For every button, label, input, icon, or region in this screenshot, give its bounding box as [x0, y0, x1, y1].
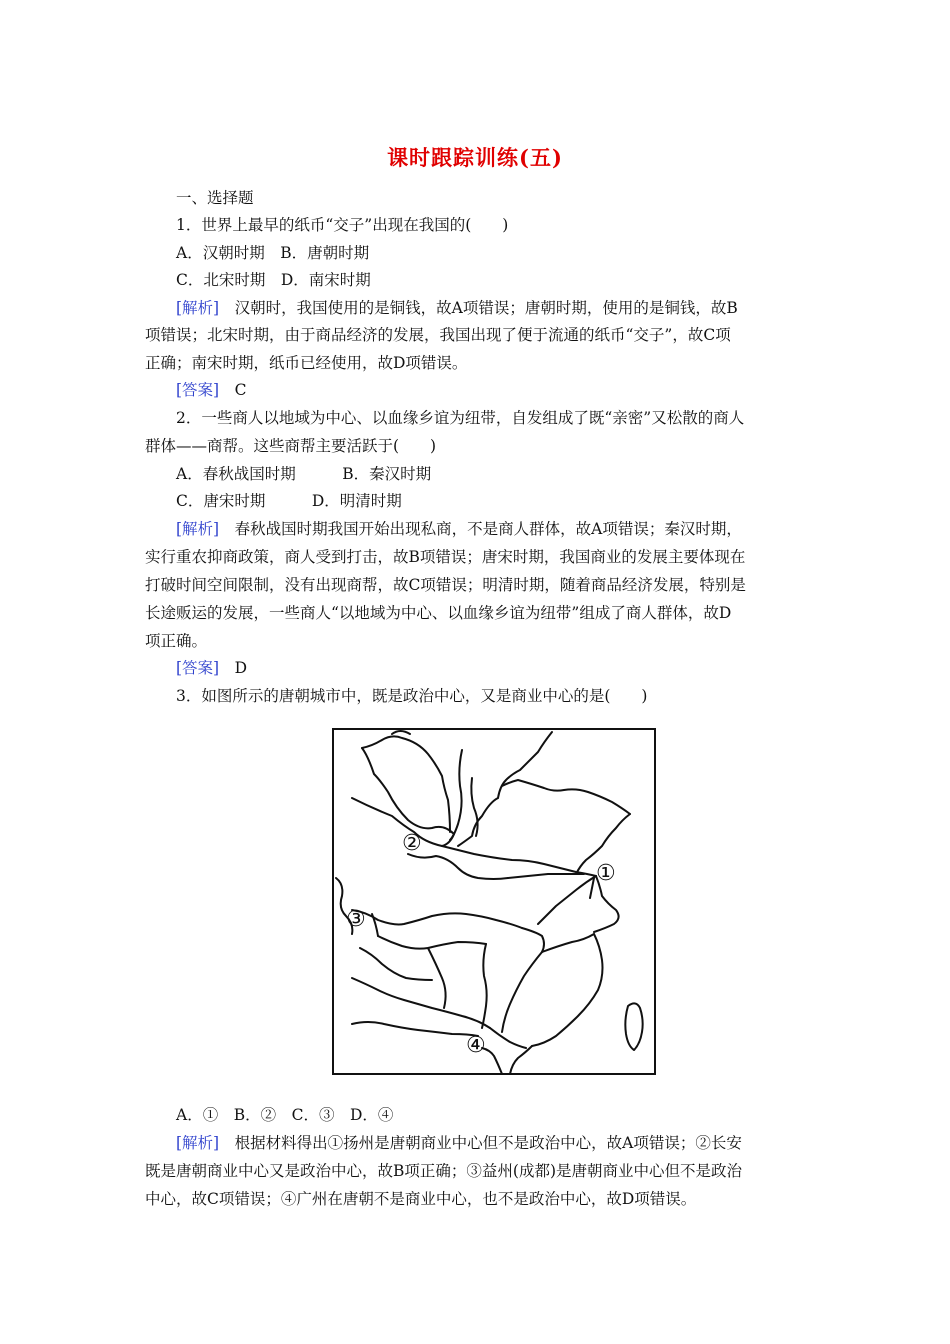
- q2-stem-line-1: 2．一些商人以地域为中心、以血缘乡谊为纽带，自发组成了既“亲密”又松散的商人: [176, 409, 745, 427]
- map-marker-4: ④: [466, 1033, 486, 1058]
- q1-analysis-line-2: 项错误；北宋时期，由于商品经济的发展，我国出现了便于流通的纸币“交子”，故C项: [145, 326, 731, 344]
- q2-analysis-line-4: 长途贩运的发展，一些商人“以地域为中心、以血缘乡谊为纽带”组成了商人群体，故D: [145, 604, 732, 622]
- q3-analysis-line-2: 既是唐朝商业中心又是政治中心，故B项正确；③益州(成都)是唐朝商业中心但不是政治: [145, 1162, 742, 1180]
- section-heading: 一、选择题: [176, 189, 254, 207]
- tang-city-map: [332, 728, 656, 1075]
- q1-stem: 1．世界上最早的纸币“交子”出现在我国的( ): [176, 216, 509, 234]
- q2-options-ab: A．春秋战国时期 B．秦汉时期: [176, 465, 432, 483]
- map-marker-2: ②: [402, 831, 422, 856]
- q1-answer: [176, 378, 247, 400]
- q2-stem-line-2: 群体——商帮。这些商帮主要活跃于( ): [145, 437, 437, 455]
- q2-options-cd: C．唐宋时期 D．明清时期: [176, 492, 402, 510]
- q2-analysis-line-3: 打破时间空间限制，没有出现商帮，故C项错误；明清时期，随着商品经济发展，特别是: [145, 576, 746, 594]
- q1-analysis-tag: [解析]: [176, 299, 220, 317]
- map-marker-1: ①: [596, 861, 616, 886]
- map-marker-3: ③: [346, 907, 366, 932]
- q1-options-cd: C．北宋时期 D．南宋时期: [176, 271, 371, 289]
- q3-stem: 3．如图所示的唐朝城市中，既是政治中心，又是商业中心的是( ): [176, 687, 648, 705]
- q2-analysis-tag: [解析]: [176, 520, 220, 538]
- q1-answer-value: C: [234, 381, 247, 399]
- q2-analysis-line-5: 项正确。: [145, 632, 208, 650]
- q2-analysis-line-2: 实行重农抑商政策，商人受到打击，故B项错误；唐宋时期，我国商业的发展主要体现在: [145, 548, 746, 566]
- q2-answer: [176, 656, 247, 678]
- q1-answer-tag: [答案]: [176, 381, 220, 399]
- page-title: 课时跟踪训练(五): [387, 145, 563, 170]
- q2-answer-tag: [答案]: [176, 659, 220, 677]
- q2-answer-value: D: [234, 659, 248, 677]
- q1-options-ab: A．汉朝时期 B．唐朝时期: [176, 244, 370, 262]
- q3-options: A．① B．② C．③ D．④: [176, 1106, 394, 1124]
- q1-analysis-line-1: [解析] 汉朝时，我国使用的是铜钱，故A项错误；唐朝时期，使用的是铜钱，故B: [176, 299, 738, 317]
- q3-analysis-line-3: 中心，故C项错误；④广州在唐朝不是商业中心，也不是政治中心，故D项错误。: [145, 1190, 697, 1208]
- q2-analysis-line-1: [解析] 春秋战国时期我国开始出现私商，不是商人群体，故A项错误；秦汉时期，: [176, 520, 742, 538]
- q1-analysis-line-3: 正确；南宋时期，纸币已经使用，故D项错误。: [145, 354, 468, 372]
- q3-analysis-tag: [解析]: [176, 1134, 220, 1152]
- q3-analysis-line-1: [解析] 根据材料得出①扬州是唐朝商业中心但不是政治中心，故A项错误；②长安: [176, 1134, 742, 1152]
